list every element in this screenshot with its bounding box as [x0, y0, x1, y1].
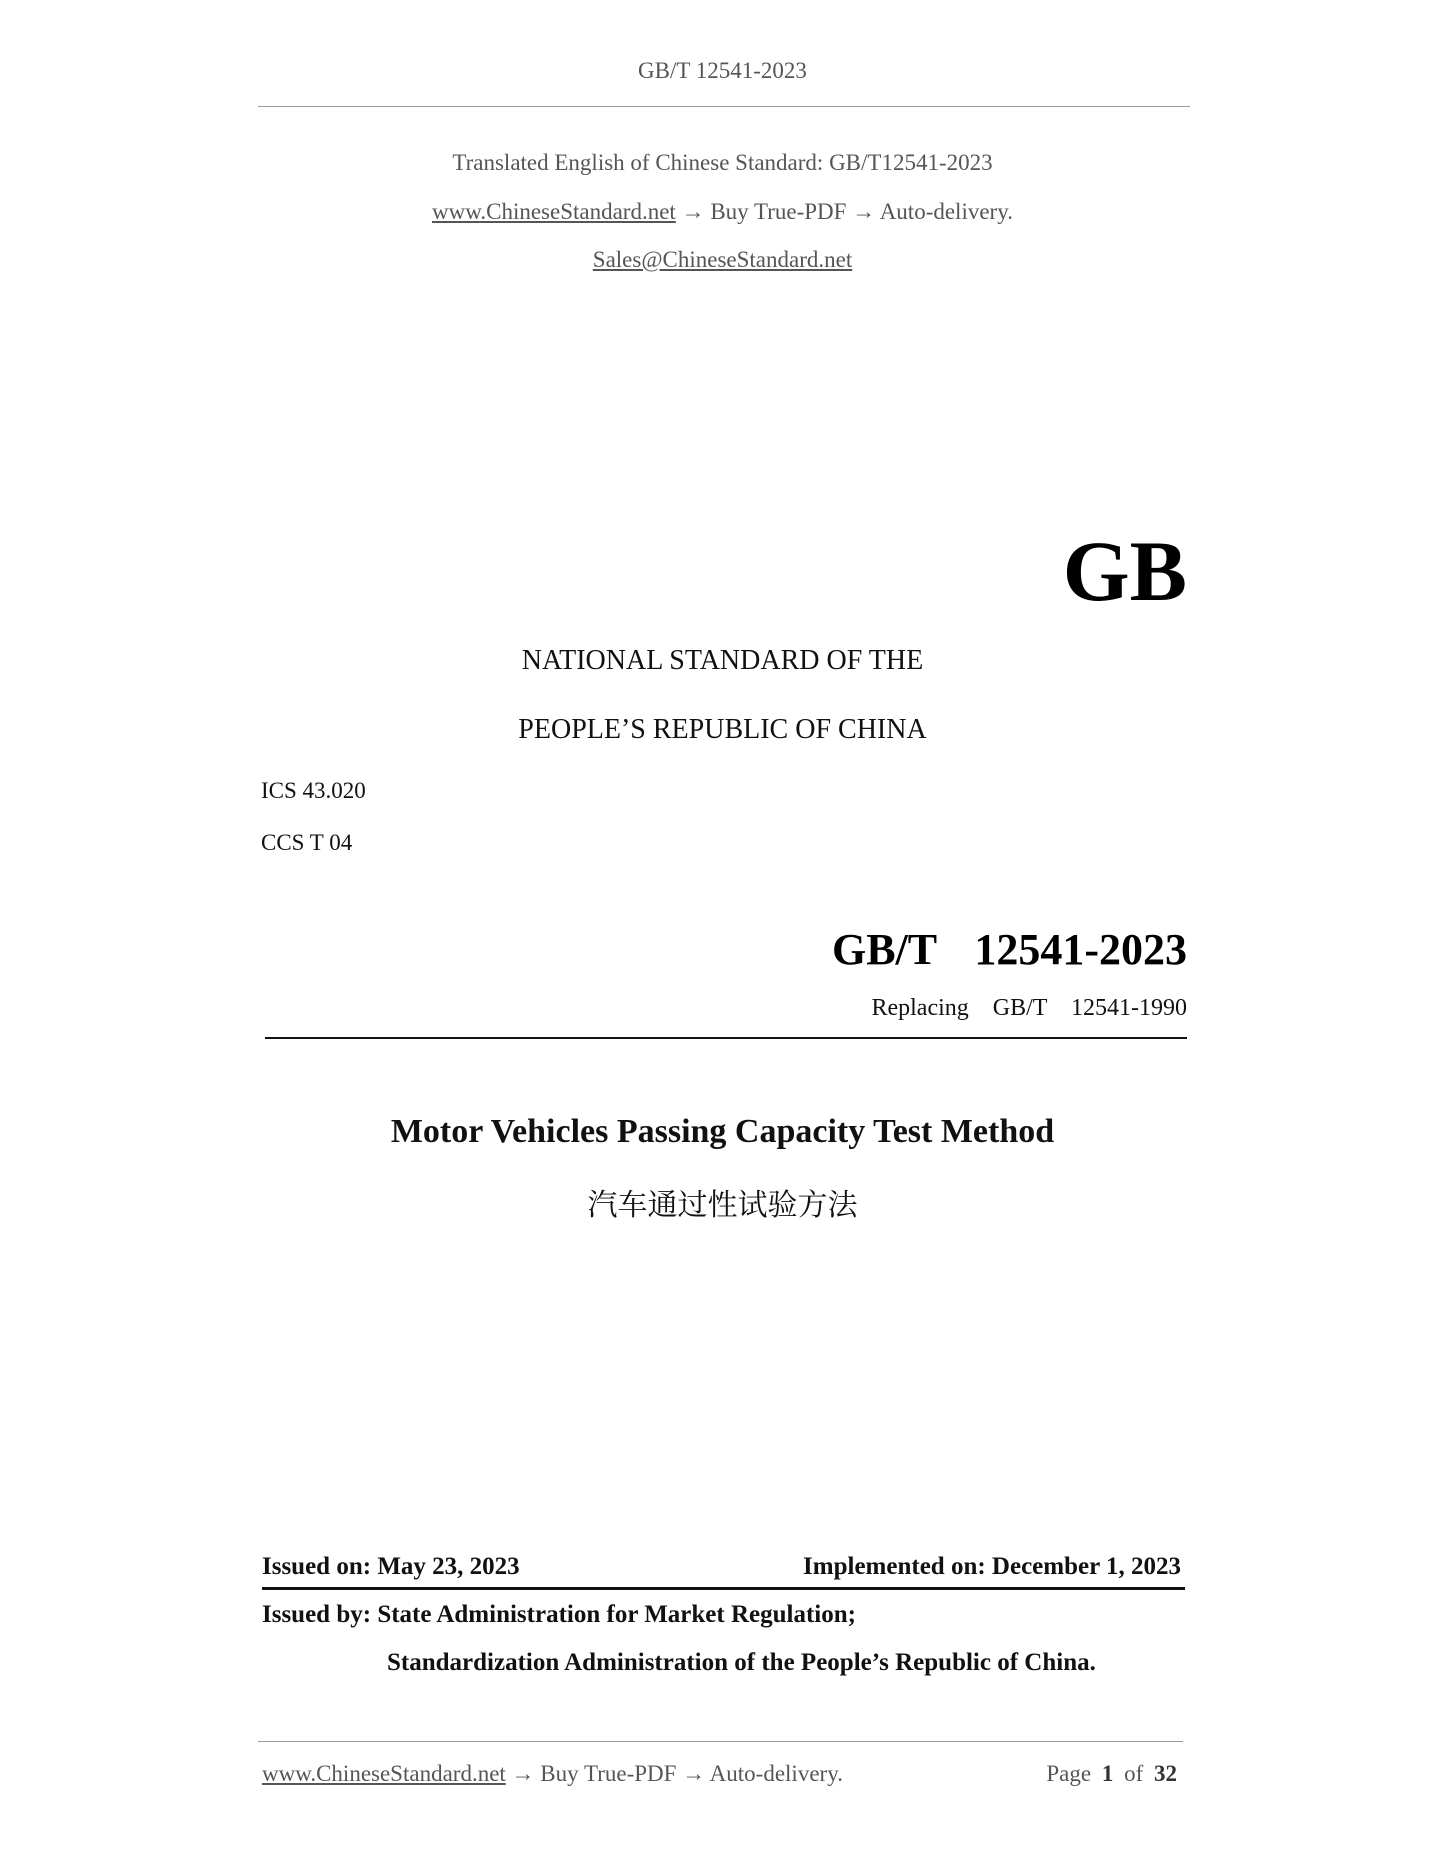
- page-number: 1: [1101, 1761, 1114, 1786]
- national-standard-line-2: PEOPLE’S REPUBLIC OF CHINA: [518, 714, 927, 745]
- running-header-title: GB/T 12541-2023: [638, 58, 807, 83]
- replacing-standard: Replacing GB/T 12541-1990: [871, 995, 1187, 1021]
- page-total: 32: [1154, 1761, 1177, 1786]
- arrow-icon: →: [511, 1761, 535, 1786]
- issued-by-line-2: Standardization Administration of the People’s Republic of China.: [387, 1649, 1096, 1676]
- cover-divider: [265, 1037, 1187, 1039]
- document-title-chinese: 汽车通过性试验方法: [587, 1188, 858, 1223]
- arrow-icon: →: [682, 1761, 706, 1786]
- footer-divider: [258, 1741, 1183, 1742]
- footer-purchase-line: [262, 1761, 843, 1787]
- issue-divider: [262, 1587, 1185, 1590]
- ccs-code: CCS T 04: [261, 830, 353, 855]
- issued-by-line-1: Issued by: State Administration for Market Regulation;: [262, 1601, 856, 1628]
- ics-code: ICS 43.020: [261, 778, 366, 803]
- purchase-line: [0, 199, 1445, 225]
- sales-email-link[interactable]: Sales@ChineseStandard.net: [592, 247, 853, 272]
- implemented-on-date: Implemented on: December 1, 2023: [803, 1553, 1181, 1580]
- footer-buy-text: Buy True-PDF: [540, 1761, 677, 1786]
- national-standard-line-1: NATIONAL STANDARD OF THE: [521, 645, 924, 676]
- header-divider: [258, 106, 1190, 107]
- footer-auto-delivery-text: Auto-delivery.: [709, 1761, 843, 1786]
- page-label: Page: [1046, 1761, 1092, 1786]
- page-indicator: [1046, 1761, 1177, 1787]
- site-link[interactable]: www.ChineseStandard.net: [432, 199, 676, 224]
- gb-logo-mark: GB: [1062, 523, 1187, 619]
- sales-line: [0, 247, 1445, 273]
- arrow-icon: →: [852, 199, 876, 224]
- footer-site-link[interactable]: www.ChineseStandard.net: [262, 1761, 506, 1786]
- buy-text: Buy True-PDF: [710, 199, 847, 224]
- auto-delivery-text: Auto-delivery.: [879, 199, 1013, 224]
- document-title-english: Motor Vehicles Passing Capacity Test Method: [390, 1113, 1055, 1150]
- arrow-icon: →: [681, 199, 705, 224]
- of-label: of: [1124, 1761, 1144, 1786]
- standard-number: GB/T 12541-2023: [831, 925, 1187, 974]
- issued-on-date: Issued on: May 23, 2023: [262, 1553, 520, 1580]
- translated-notice: Translated English of Chinese Standard: GB/T12541-2023: [452, 150, 993, 175]
